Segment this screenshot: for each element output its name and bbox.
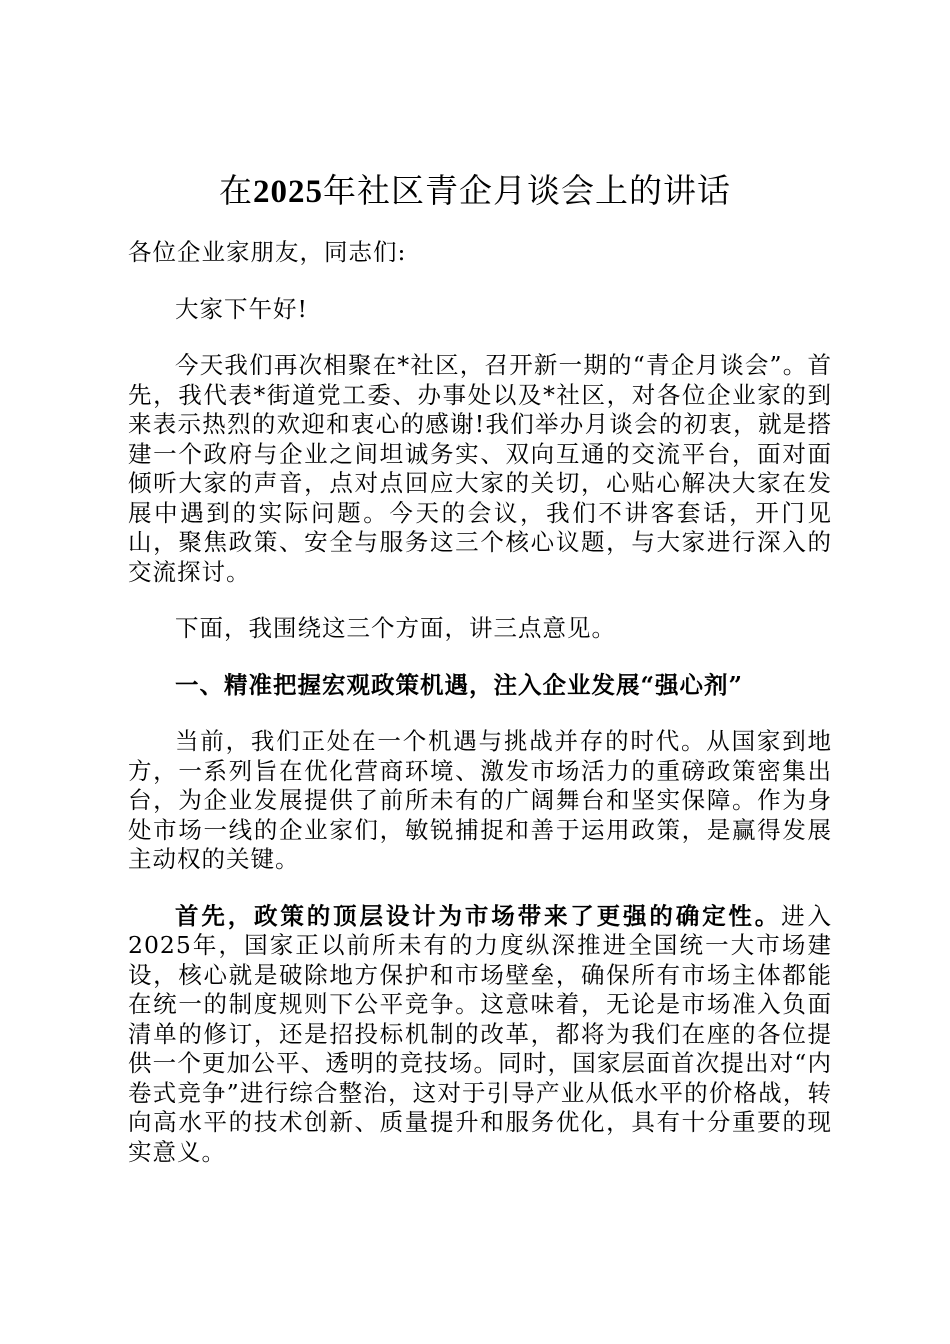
greeting: 大家下午好! bbox=[175, 294, 308, 323]
salutation: 各位企业家朋友，同志们: bbox=[128, 238, 407, 266]
title-prefix: 在 bbox=[219, 171, 253, 210]
paragraph-outline: 下面，我围绕这三个方面，讲三点意见。 bbox=[175, 614, 616, 642]
document-body bbox=[128, 238, 832, 1194]
first-point-body: 进入2025年，国家正以前所未有的力度纵深推进全国统一大市场建设，核心就是破除地方保护和市场壁垒，确保所有市场主体都能在统一的制度规则下公平竞争。这意味着，无论是市场准入负面清单的修订，还是招投标机制的改革，都将为我们在座的各位提供一个更加公平、透明的竞技场。同时，国家层面首次提出对“内卷式竞争”进行综合整治，这对于引导产业从低水平的价格战，转向高水平的技术创新、质量提升和服务优化，具有十分重要的现实意义。 bbox=[128, 901, 833, 1166]
document-title bbox=[0, 168, 950, 215]
first-point-lead: 首先，政策的顶层设计为市场带来了更强的确定性。 bbox=[175, 901, 782, 930]
title-year: 2025 bbox=[253, 174, 323, 210]
paragraph-intro: 今天我们再次相聚在*社区，召开新一期的“青企月谈会”。首先，我代表*街道党工委、办事处以及*社区，对各位企业家的到来表示热烈的欢迎和衷心的感谢!我们举办月谈会的初衷，就是搭建一个政府与企业之间坦诚务实、双向互通的交流平台，面对面倾听大家的声音，点对点回应大家的关切，心贴心解决大家在发展中遇到的实际问题。今天的会议，我们不讲客套话，开门见山，聚焦政策、安全与服务这三个核心议题，与大家进行深入的交流探讨。 bbox=[128, 351, 832, 586]
section-heading-one: 一、精准把握宏观政策机遇，注入企业发展“强心剂” bbox=[175, 670, 744, 699]
title-suffix: 年社区青企月谈会上的讲话 bbox=[323, 171, 731, 210]
paragraph-current-situation: 当前，我们正处在一个机遇与挑战并存的时代。从国家到地方，一系列旨在优化营商环境、激发市场活力的重磅政策密集出台，为企业发展提供了前所未有的广阔舞台和坚实保障。作为身处市场一线的企业家们，敏锐捕捉和善于运用政策，是赢得发展主动权的关键。 bbox=[128, 727, 832, 873]
paragraph-first-point bbox=[128, 902, 832, 1168]
